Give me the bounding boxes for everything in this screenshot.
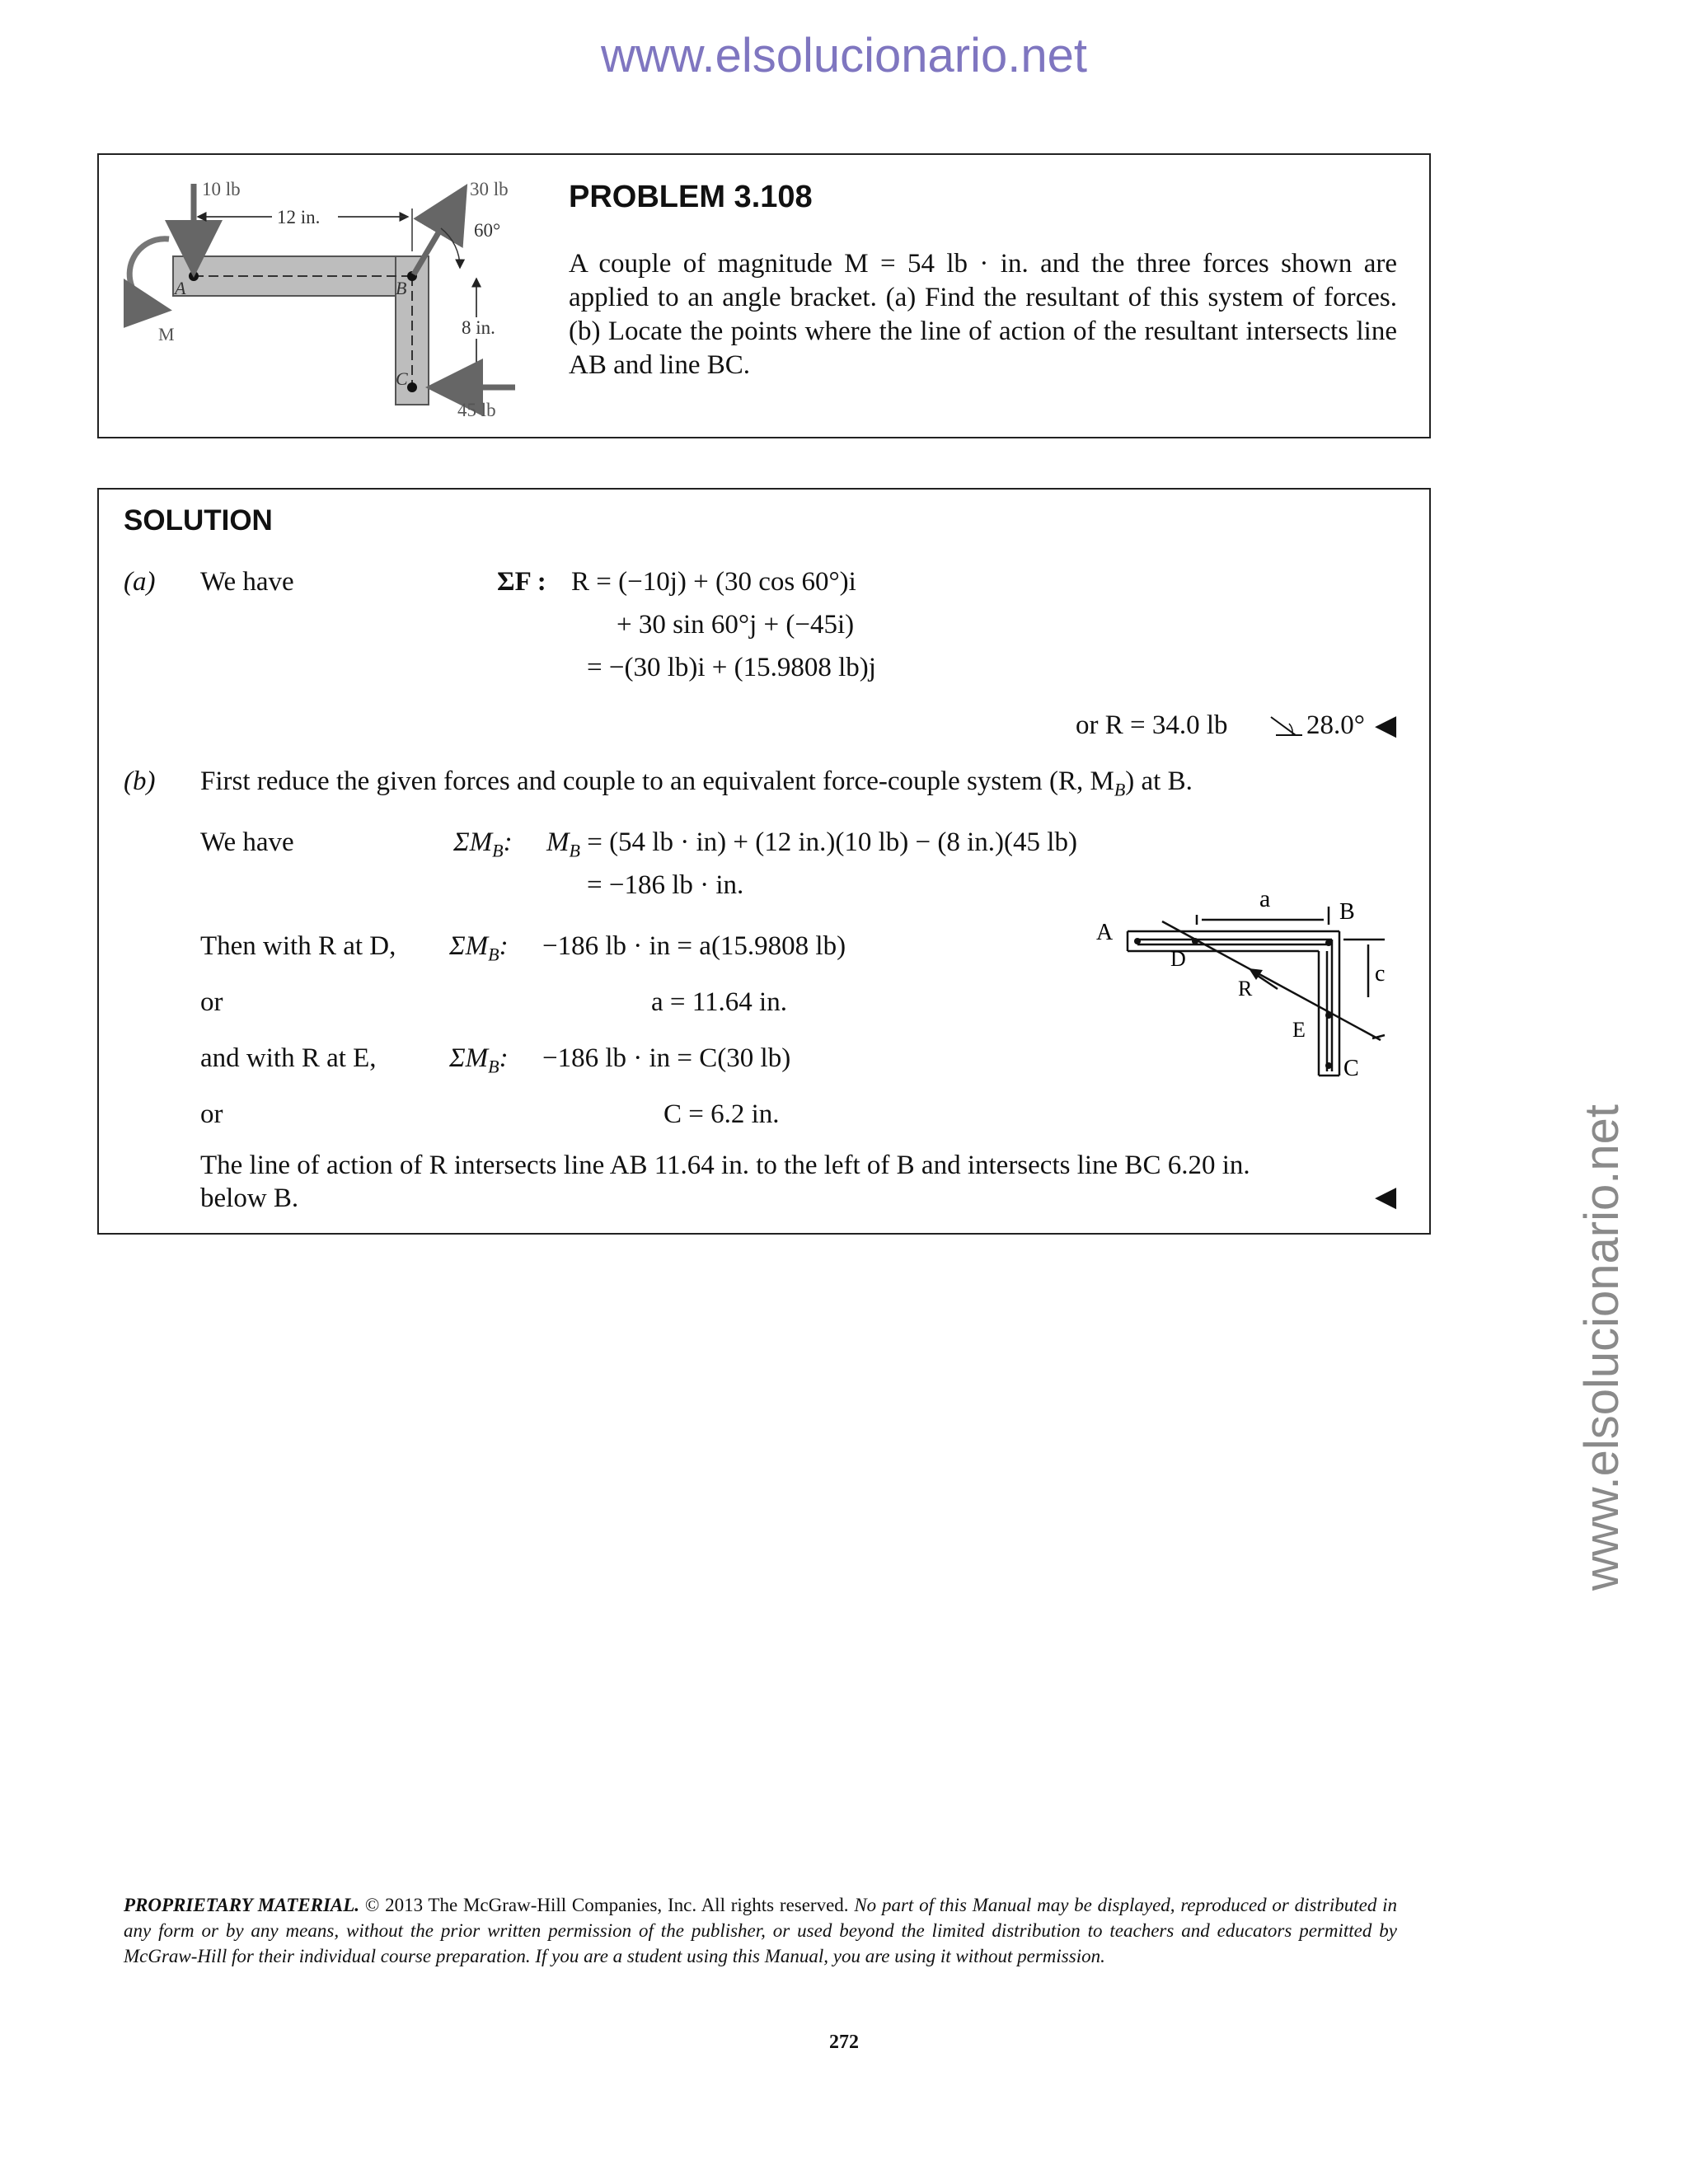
conclusion-line-2: below B. [200, 1183, 299, 1213]
solution-sketch [1088, 874, 1401, 1088]
label-force-30: 30 lb [470, 179, 509, 199]
part-a-angle: 28.0° [1306, 710, 1365, 740]
page-number: 272 [829, 2032, 859, 2053]
then-with-d: Then with R at D, [200, 931, 396, 961]
label-b: B [396, 278, 407, 298]
part-a-eq3: = −(30 lb)i + (15.9808 lb)j [587, 653, 876, 682]
sketch-label-a-point: A [1096, 920, 1114, 945]
part-a-eq2: + 30 sin 60°j + (−45i) [617, 610, 855, 640]
or-1: or [200, 987, 223, 1017]
sum-mb-e: $\Sigma M_B$: [449, 1043, 509, 1077]
part-b-label: (b) [124, 766, 156, 796]
label-force-45: 45 lb [457, 400, 496, 420]
part-a-label: (a) [124, 567, 156, 597]
part-a-we-have: We have [200, 567, 294, 597]
footer-copyright: PROPRIETARY MATERIAL. © 2013 The McGraw-Hill Companies, Inc. All rights reserved. No part of this Manual may be displayed, reproduced or distributed in any form or by any means, without the prior written permission of the publisher, or used beyond the limited distribution to teachers and educators permitted by McGraw-Hill for their individual course preparation. If you are a student using this Manual, you are using it without permission. [124, 1895, 1397, 1966]
sketch-label-b: B [1339, 899, 1355, 925]
part-a-sum: ΣF : [497, 567, 546, 597]
label-angle-60: 60° [474, 220, 501, 241]
part-b-eq1: $M_B = (54$ lb · in) + (12 in.)(10 lb) − (8 in.)(45 lb) [546, 827, 1077, 861]
point-a-dot [189, 271, 199, 281]
label-dim-12: 12 in. [277, 207, 321, 227]
angle-icon [1269, 714, 1304, 738]
part-a-eq1: R = (−10j) + (30 cos 60°)i [571, 567, 856, 597]
sketch-label-r: R [1238, 977, 1253, 1001]
label-force-10: 10 lb [202, 179, 241, 199]
sum-mb-d: $\Sigma M_B$: [449, 931, 509, 965]
conclusion-line-1: The line of action of R intersects line AB 11.64 in. to the left of B and intersects line BC 6.20 in. [200, 1151, 1250, 1180]
label-a: A [175, 278, 186, 298]
problem-statement: A couple of magnitude M = 54 lb · in. and the three forces shown are applied to an angle bracket. (a) Find the resultant of this system of forces. (b) Locate the points where the line of action of the resultant intersects line AB and line BC. [569, 249, 1397, 380]
end-mark-b: ◀ [1375, 1182, 1397, 1212]
solution-title: SOLUTION [124, 504, 273, 537]
part-b-eq2: = −186 lb · in. [587, 870, 744, 900]
part-b-sum: $\Sigma M_B$: [453, 827, 513, 861]
sketch-label-a-dim: a [1259, 885, 1271, 912]
part-b-we-have: We have [200, 827, 294, 857]
eq-e: −186 lb · in = C(30 lb) [542, 1043, 791, 1073]
end-mark-a: ◀ [1375, 710, 1397, 741]
eq-d: −186 lb · in = a(15.9808 lb) [542, 931, 846, 961]
label-c: C [396, 368, 408, 389]
label-dim-8: 8 in. [462, 317, 495, 338]
sketch-label-e: E [1292, 1018, 1306, 1042]
or-2: or [200, 1099, 223, 1129]
watermark-top: www.elsolucionario.net [601, 29, 1087, 82]
problem-figure [124, 169, 552, 424]
sketch-label-d: D [1170, 947, 1186, 971]
point-c-dot [407, 382, 417, 392]
result-a: a = 11.64 in. [651, 987, 787, 1017]
label-couple-m: M [158, 324, 175, 344]
part-b-intro: First reduce the given forces and couple to an equivalent force-couple system (R, $M_B$) at B. [200, 766, 1193, 800]
sketch-label-c-dim: c [1375, 961, 1386, 987]
and-with-e: and with R at E, [200, 1043, 377, 1073]
result-c: C = 6.2 in. [663, 1099, 780, 1129]
problem-title: PROBLEM 3.108 [569, 180, 813, 214]
sketch-label-c-point: C [1343, 1056, 1359, 1081]
part-a-result: or R = 34.0 lb [1076, 710, 1228, 740]
watermark-side: www.elsolucionario.net [1575, 1104, 1629, 1591]
